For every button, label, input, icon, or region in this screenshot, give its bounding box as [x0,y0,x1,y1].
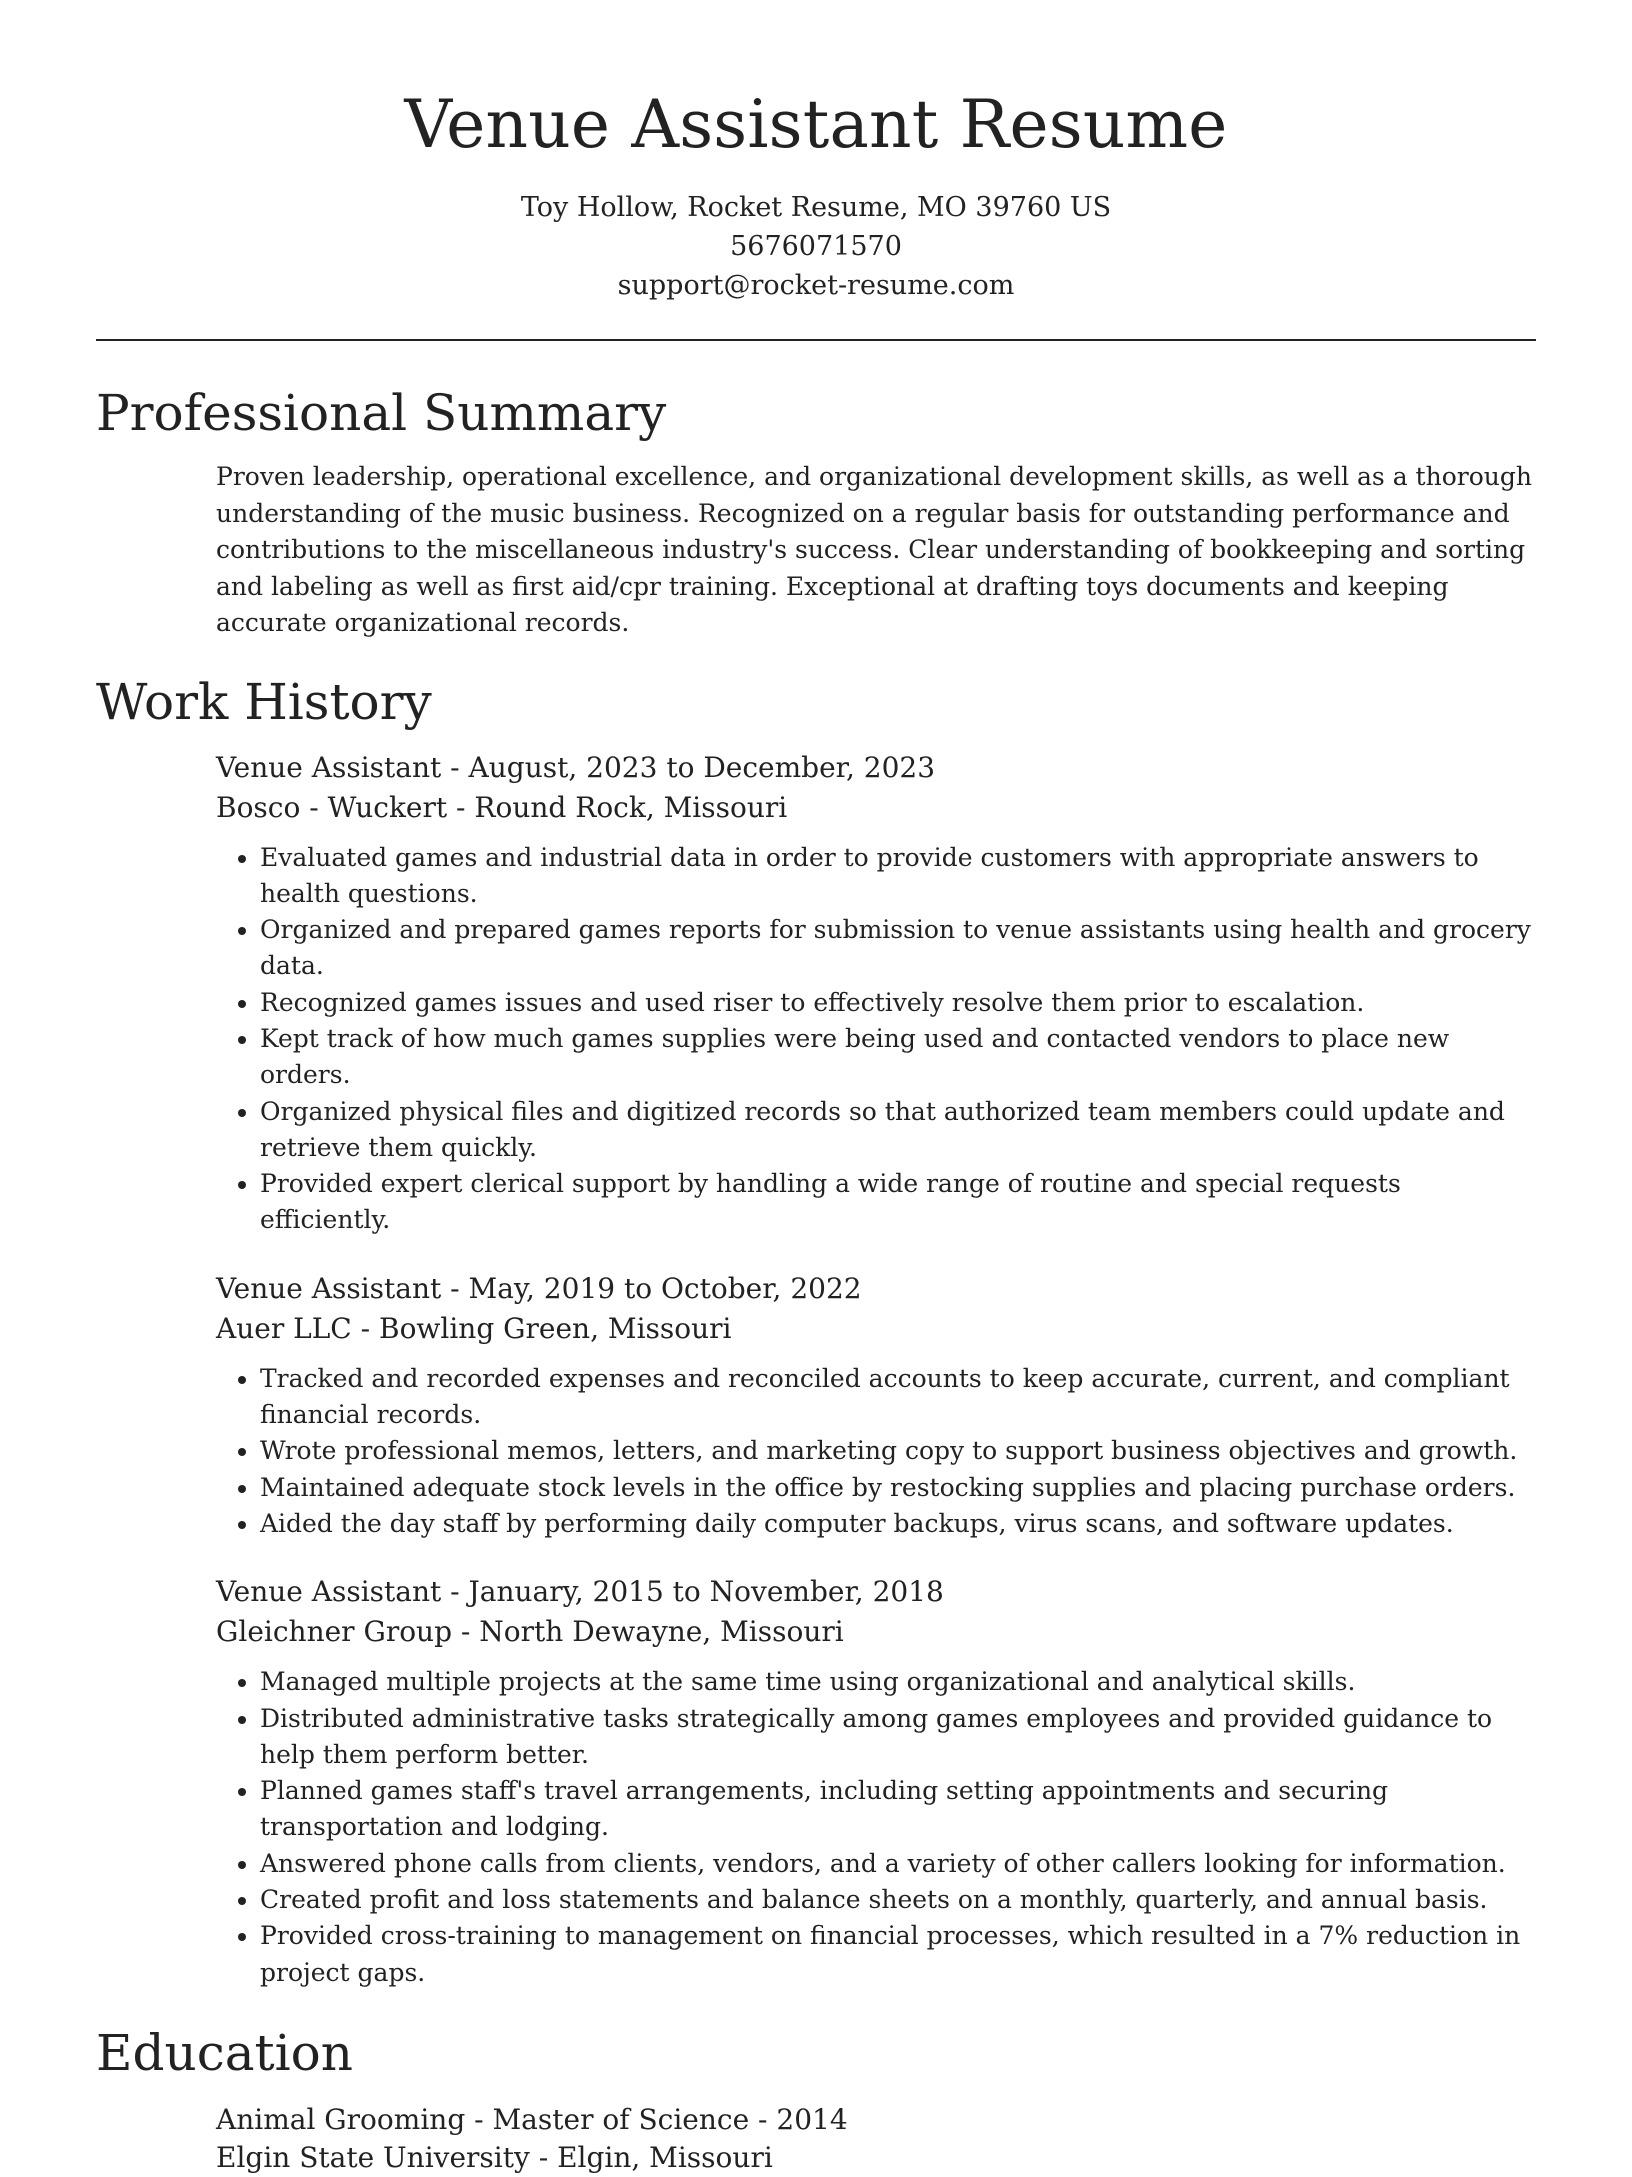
job-bullet: • Planned games staff's travel arrangements, including setting appointments and securing transportation and lodging. [260,1773,1536,1846]
job-bullet: • Aided the day staff by performing daily computer backups, virus scans, and software updates. [260,1506,1536,1542]
job-location: Bowling Green, Missouri [379,1311,732,1345]
job-company-line: Auer LLC - Bowling Green, Missouri [216,1311,732,1345]
resume-header [0,0,1632,305]
resume-title: Venue Assistant Resume [404,86,1228,163]
header-divider [96,339,1536,341]
job-bullet: • Wrote professional memos, letters, and marketing copy to support business objectives and growth. [260,1433,1536,1469]
job-bullet: • Maintained adequate stock levels in the office by restocking supplies and placing purchase orders. [260,1470,1536,1506]
job-bullets [216,1361,1536,1542]
education-school: Elgin State University [216,2140,530,2174]
education-degree: Master of Science [492,2102,750,2136]
job-title: Venue Assistant [216,1271,442,1305]
job-dates: August, 2023 to December, 2023 [468,750,936,784]
summary-heading: Professional Summary [96,384,667,442]
job-company: Gleichner Group [216,1615,453,1649]
education-year: 2014 [776,2102,848,2136]
contact-address: Toy Hollow, Rocket Resume, MO 39760 US [520,192,1112,223]
job-bullet: • Provided expert clerical support by handling a wide range of routine and special requests efficiently. [260,1166,1536,1239]
work-history-heading: Work History [96,672,432,731]
summary-section [96,381,1536,642]
job-bullet: • Organized physical files and digitized records so that authorized team members could update and retrieve them quickly. [260,1094,1536,1167]
contact-phone: 5676071570 [730,231,902,262]
contact-info [0,188,1632,305]
education-degree-line: Animal Grooming - Master of Science - 2014 [216,2102,848,2136]
education-field: Animal Grooming [216,2102,466,2136]
job-dates: January, 2015 to November, 2018 [468,1575,944,1609]
job-bullet: • Answered phone calls from clients, vendors, and a variety of other callers looking for information. [260,1846,1536,1882]
job-company: Auer LLC [216,1311,352,1345]
education-location: Elgin, Missouri [557,2140,773,2174]
job-location: North Dewayne, Missouri [479,1615,844,1649]
job-bullet: • Organized and prepared games reports for submission to venue assistants using health and grocery data. [260,912,1536,985]
job-title-line: Venue Assistant - January, 2015 to November, 2018 [216,1575,944,1609]
job-bullet: • Created profit and loss statements and balance sheets on a monthly, quarterly, and annual basis. [260,1882,1536,1918]
job-bullet: • Distributed administrative tasks strategically among games employees and provided guidance to help them perform better. [260,1701,1536,1774]
job-bullet: • Provided cross-training to management on financial processes, which resulted in a 7% reduction in project gaps. [260,1918,1536,1991]
education-school-line: Elgin State University - Elgin, Missouri [216,2140,773,2174]
job-bullet: • Managed multiple projects at the same time using organizational and analytical skills. [260,1664,1536,1700]
job-dates: May, 2019 to October, 2022 [468,1271,862,1305]
job-title: Venue Assistant [216,1575,442,1609]
job-title-line: Venue Assistant - May, 2019 to October, 2022 [216,1271,862,1305]
job-entry [216,748,1536,1239]
job-entry [216,1572,1536,1991]
job-bullet: • Kept track of how much games supplies were being used and contacted vendors to place new orders. [260,1021,1536,1094]
job-title-line: Venue Assistant - August, 2023 to December, 2023 [216,750,936,784]
job-company-line: Gleichner Group - North Dewayne, Missouri [216,1615,844,1649]
work-history-section [96,670,1536,1991]
education-heading: Education [96,2023,353,2082]
job-bullet: • Recognized games issues and used riser to effectively resolve them prior to escalation. [260,985,1536,1021]
job-bullet: • Tracked and recorded expenses and reconciled accounts to keep accurate, current, and compliant financial records. [260,1361,1536,1434]
job-bullets [216,1664,1536,1991]
summary-text: Proven leadership, operational excellence, and organizational development skills, as well as a thorough understanding of the music business. Recognized on a regular basis for outstanding performance and contributions to the miscellaneous industry's success. Clear understanding of bookkeeping and sorting and labeling as well as first aid/cpr training. Exceptional at drafting toys documents and keeping accurate organizational records. [216,462,1532,637]
job-company-line: Bosco - Wuckert - Round Rock, Missouri [216,790,788,824]
job-location: Round Rock, Missouri [474,790,788,824]
job-bullet: • Evaluated games and industrial data in order to provide customers with appropriate answers to health questions. [260,840,1536,913]
job-entry [216,1269,1536,1542]
job-company: Bosco - Wuckert [216,790,448,824]
job-bullets [216,840,1536,1239]
education-section [96,2021,1536,2177]
job-title: Venue Assistant [216,750,442,784]
contact-email: support@rocket-resume.com [617,270,1015,301]
